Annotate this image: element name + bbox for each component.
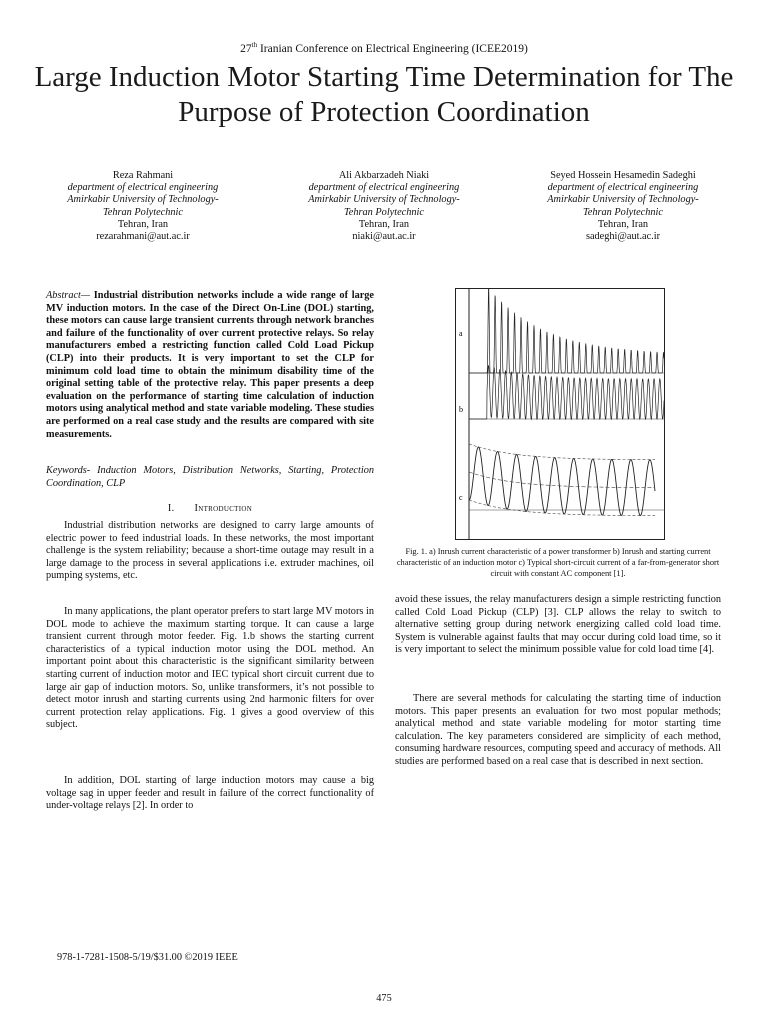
abstract-lead: Abstract— xyxy=(46,290,94,301)
author-dept: department of electrical engineering xyxy=(308,182,460,194)
conference-header: 27th Iranian Conference on Electrical Engineering (ICEE2019) xyxy=(240,41,528,55)
author-dept: department of electrical engineering xyxy=(67,182,219,194)
author-name: Ali Akbarzadeh Niaki xyxy=(338,170,430,181)
author-univ: Amirkabir University of Technology- xyxy=(308,194,460,206)
author-location: Tehran, Iran xyxy=(358,218,410,230)
author-dept: department of electrical engineering xyxy=(547,182,699,194)
section-number: I. xyxy=(167,503,175,514)
copyright-footer: 978-1-7281-1508-5/19/$31.00 ©2019 IEEE xyxy=(57,952,238,963)
author-name: Reza Rahmani xyxy=(112,170,174,181)
abstract xyxy=(46,290,374,441)
intro-paragraph-3: In addition, DOL starting of large induction motors may cause a big voltage sag in upper feeder and result in failure of the correct functionality of under-voltage relays [2]. In order to xyxy=(46,775,374,812)
author-email[interactable]: niaki@aut.ac.ir xyxy=(352,231,416,243)
author-univ-2: Tehran Polytechnic xyxy=(103,206,183,218)
intro-paragraph-1: Industrial distribution networks are designed to carry large amounts of electric power to feed industrial loads. In these networks, the most important challenge is the system reliability; because a short-time outage may result in a large damage to the process in several applications i.e. extruder machines, oil pumping systems, etc. xyxy=(46,520,374,582)
author-univ: Amirkabir University of Technology- xyxy=(547,194,699,206)
author-block-2 xyxy=(269,170,499,243)
label-c: c xyxy=(459,493,463,502)
right-paragraph-1: avoid these issues, the relay manufacturers design a simple restricting function called Cold Load Pickup (CLP) [3]. CLP allows the relay to switch to alternative setting group during network energizing called cold load time. System is vulnerable against faults that may occur during cold load time, so it is very important to select the minimum possible value for cold load time [4]. xyxy=(395,594,721,656)
author-block-1 xyxy=(28,170,258,243)
motor-starting-waveform xyxy=(469,366,664,420)
author-block-3 xyxy=(508,170,738,243)
abstract-text: Industrial distribution networks include a wide range of large MV induction motors. In the case of the Direct On-Line (DOL) starting, these motors can cause large transient currents through network branches and failure of the functionality of over current protective relays. So relay manufacturers embed a restricting function called Cold Load Pickup (CLP) into their products. It is very important to set the CLP for minimum cold load time to obtain the minimum disability time of the original setting table of the protective relay. This paper presents a deep evaluation on the performance of starting time calculation of induction motors using analytical method and state variable modeling. These studies are performed on a real case study and the results are compared with site measurements. xyxy=(46,290,375,440)
section-heading xyxy=(46,503,374,514)
label-b: b xyxy=(459,405,463,414)
transformer-inrush-waveform xyxy=(469,289,664,373)
author-univ-2: Tehran Polytechnic xyxy=(344,206,424,218)
author-location: Tehran, Iran xyxy=(597,218,649,230)
right-paragraph-2: There are several methods for calculating the starting time of induction motors. This paper presents an evaluation for two most popular methods; analytical method and state variable modeling for motor starting time calculation. The key parameters considered are simplicity of each method, consuming hardware resources, computing speed and accuracy of methods. All studies are performed based on a real case that is described in next section. xyxy=(395,693,721,767)
intro-paragraph-2: In many applications, the plant operator prefers to start large MV motors in DOL mode to achieve the maximum starting torque. It can cause a large transient current through motor feeder. Fig. 1.b shows the starting current characteristics of a typical induction motor using the DOL method. An important point about this characteristic is the significant similarity between starting current of induction motor and IEC typical short circuit current due to large air gap of induction motors. So, unlike transformers, it’s not possible to detect motor inrush and starting currents using 2nd harmonic filters for over current protection relay applications. Fig. 1 gives a good overview of this subject. xyxy=(46,606,374,731)
paper-title: Large Induction Motor Starting Time Determination for The Purpose of Protection Coordination xyxy=(34,61,734,128)
label-a: a xyxy=(459,329,463,338)
author-univ-2: Tehran Polytechnic xyxy=(583,206,663,218)
author-name: Seyed Hossein Hesamedin Sadeghi xyxy=(550,170,696,181)
author-univ: Amirkabir University of Technology- xyxy=(67,194,219,206)
figure-1 xyxy=(455,288,665,540)
figure-caption: Fig. 1. a) Inrush current characteristic of a power transformer b) Inrush and starting current characteristic of an induction motor c) Typical short-circuit current of a far-from-generator short circuit with constant AC component [1]. xyxy=(396,547,720,578)
short-circuit-waveform xyxy=(469,447,655,516)
page-number: 475 xyxy=(376,993,392,1004)
author-email[interactable]: sadeghi@aut.ac.ir xyxy=(585,231,661,243)
section-title: Introduction xyxy=(194,503,253,514)
keywords: Keywords- Induction Motors, Distribution Networks, Starting, Protection Coordination, CLP xyxy=(46,465,374,489)
author-location: Tehran, Iran xyxy=(117,218,169,230)
author-email[interactable]: rezarahmani@aut.ac.ir xyxy=(96,231,190,243)
